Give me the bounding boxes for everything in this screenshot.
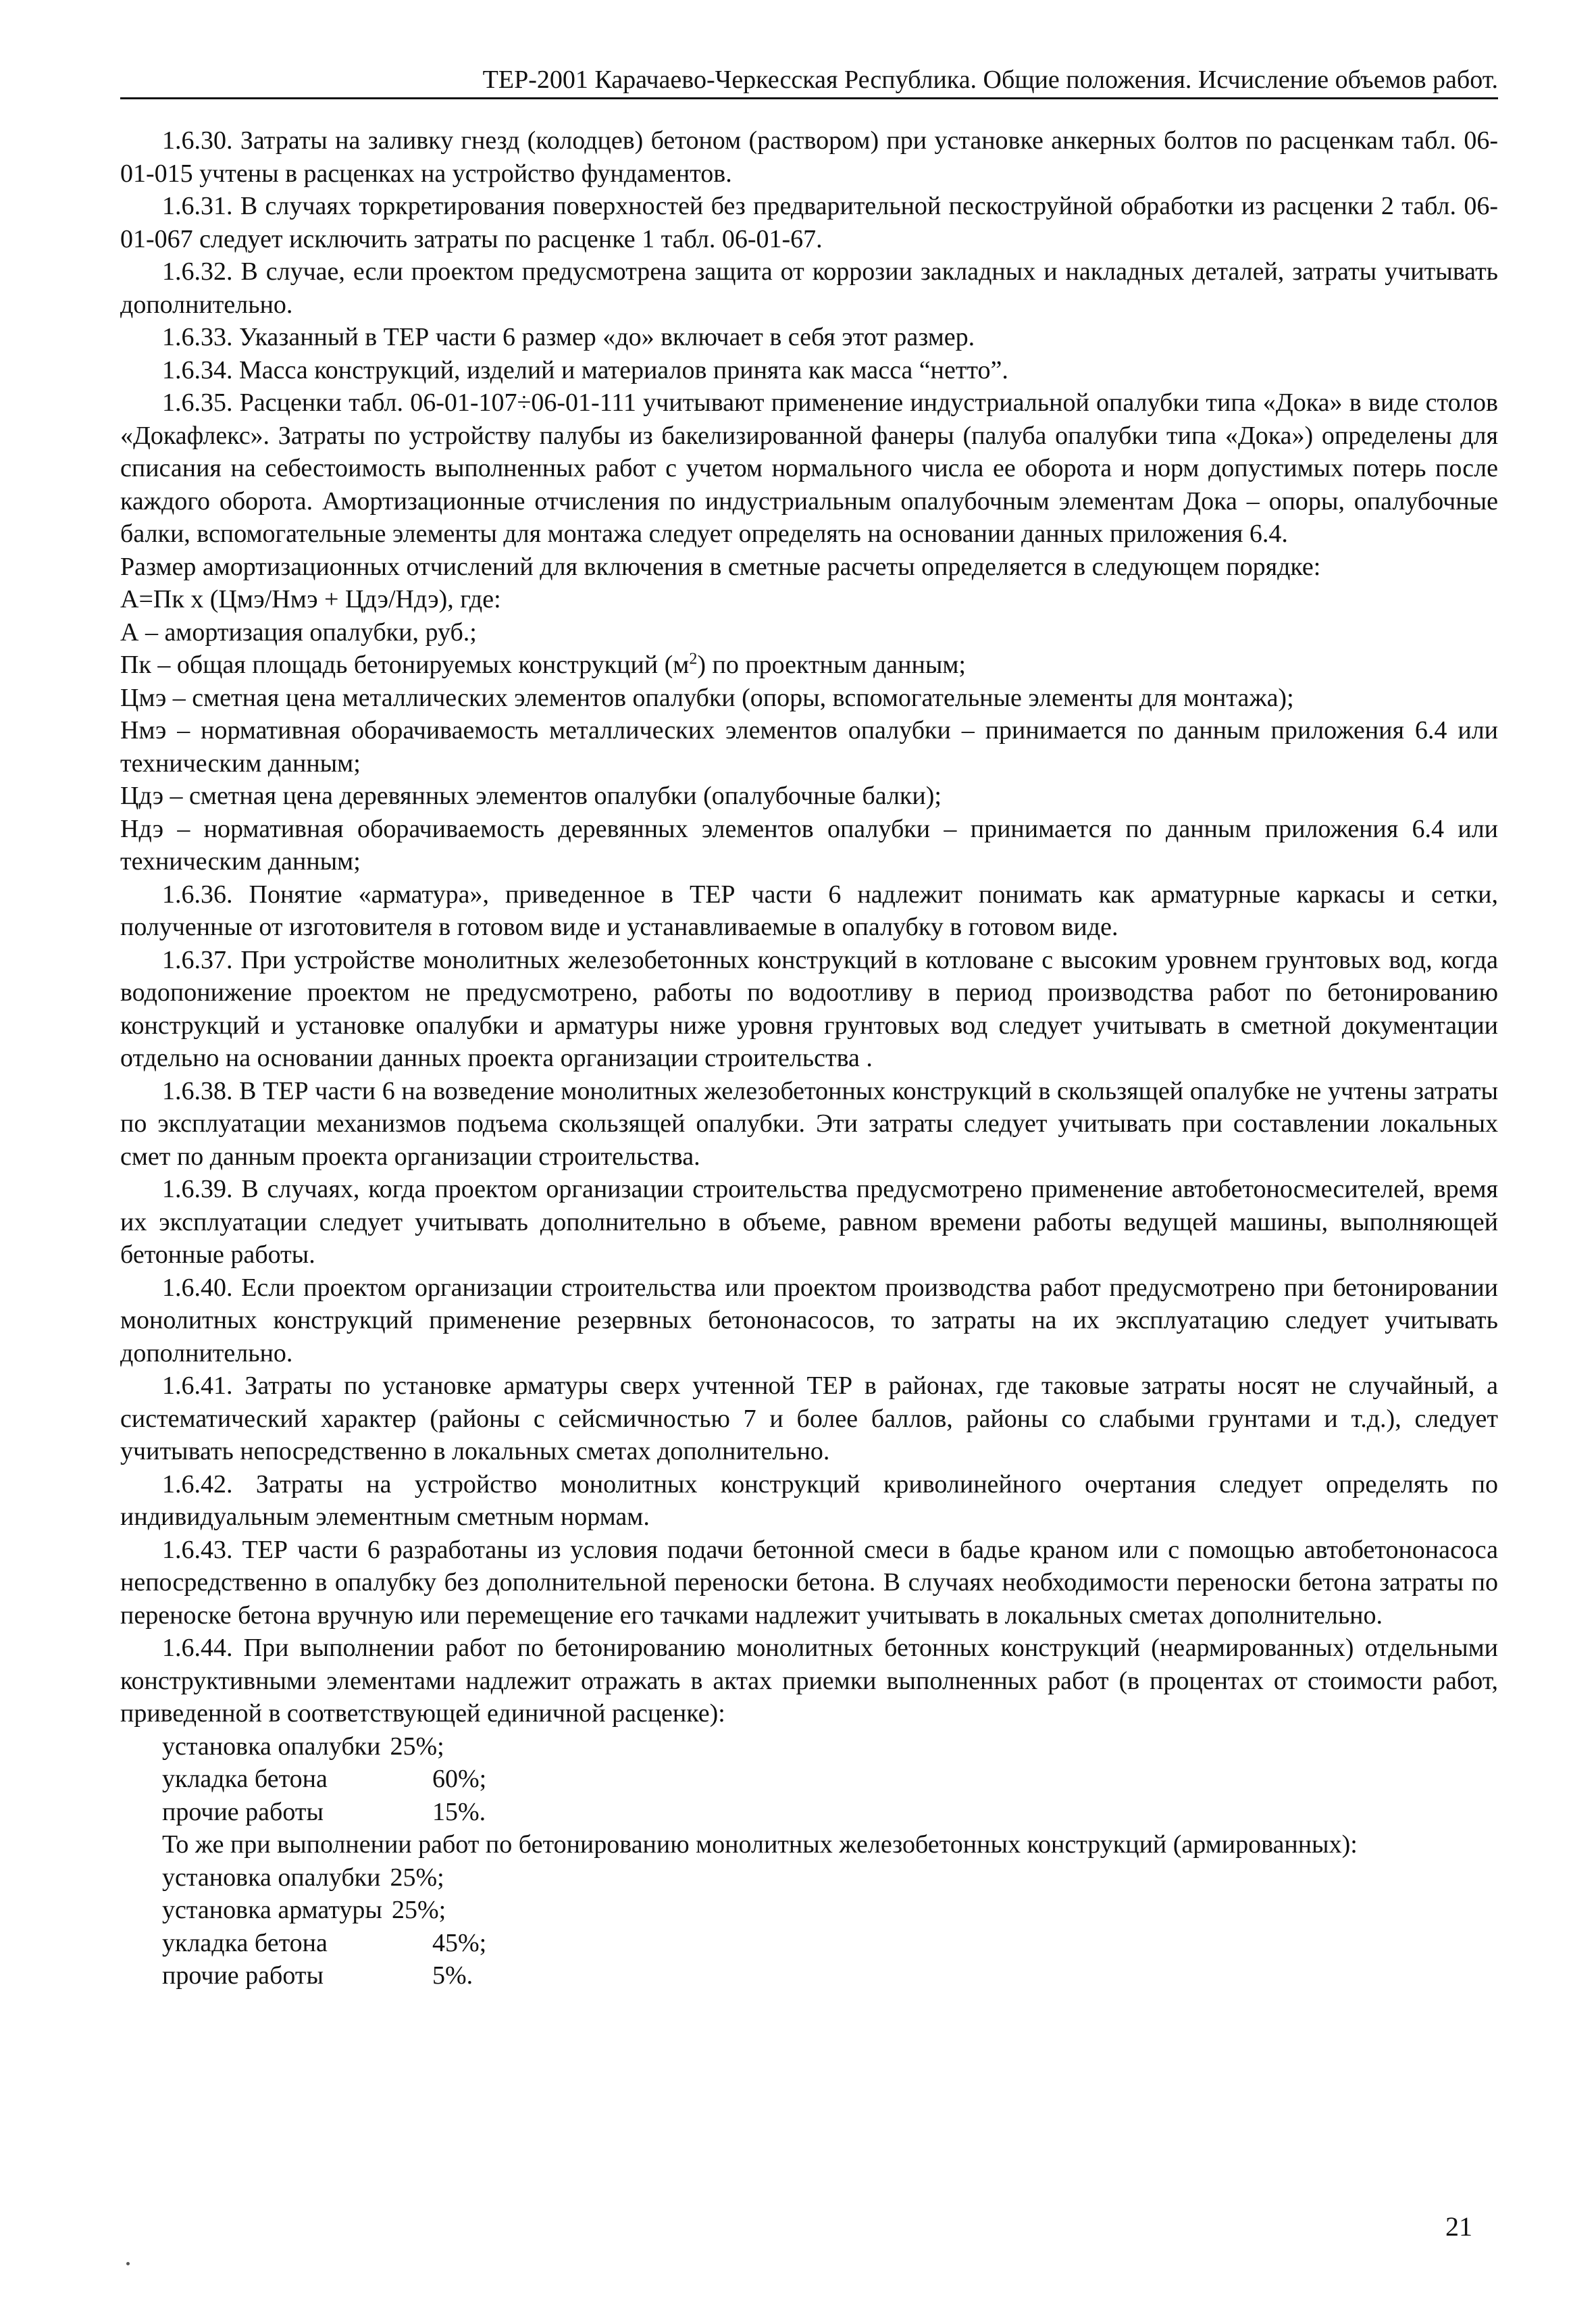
list-item-label: прочие работы: [162, 1797, 324, 1826]
unreinforced-work-list: [120, 1730, 1498, 1829]
definition-tsde: Цдэ – сметная цена деревянных элементов опалубки (опалубочные балки);: [120, 782, 942, 810]
list-item-percent: 45%;: [432, 1928, 487, 1957]
list-item: [120, 1861, 1498, 1894]
list-item-percent: 25%;: [390, 1863, 444, 1892]
definition-tsme: Цмэ – сметная цена металлических элементов опалубки (опоры, вспомогательные элементы для монтажа);: [120, 683, 1294, 712]
list-item: [120, 1730, 1498, 1763]
list-item-percent: 5%.: [432, 1961, 473, 1990]
paragraph-1-6-39: 1.6.39. В случаях, когда проектом организации строительства предусмотрено применение автобетоносмесителей, время их эксплуатации следует учитывать дополнительно в объеме, равном времени работы ведущей машины, выполняющей бетонные работы.: [120, 1175, 1498, 1269]
reinforced-work-list: [120, 1861, 1498, 1992]
list-item: [120, 1796, 1498, 1829]
list-item-label: установка опалубки: [162, 1863, 381, 1892]
definition-nde: Ндэ – нормативная оборачиваемость деревянных элементов опалубки – принимается по данным приложения 6.4 или техническим данным;: [120, 814, 1498, 876]
list-item: [120, 1763, 1498, 1796]
paragraph-1-6-35: 1.6.35. Расценки табл. 06-01-107÷06-01-111 учитывают применение индустриальной опалубки типа «Дока» в виде столов «Докафлекс». Затраты по устройству палубы из бакелизированной фанеры (палуба опалубки типа «Дока») определены для списания на себестоимость выполненных работ с учетом нормального числа ее оборота и норм допустимых потерь после каждого оборота. Амортизационные отчисления по индустриальным опалубочным элементам Дока – опоры, опалубочные балки, вспомогательные элементы для монтажа следует определять на основании данных приложения 6.4.: [120, 388, 1498, 548]
paragraph-1-6-37: 1.6.37. При устройстве монолитных железобетонных конструкций в котловане с высоким уровнем грунтовых вод, когда водопонижение проектом не предусмотрено, работы по водоотливу в период производства работ по бетонированию конструкций и установке опалубки и арматуры ниже уровня грунтовых вод следует учитывать в сметной документации отдельно на основании данных проекта организации строительства .: [120, 945, 1498, 1072]
running-header: ТЕР-2001 Карачаево-Черкесская Республика. Общие положения. Исчисление объемов работ.: [120, 65, 1498, 99]
list-item-percent: 15%.: [432, 1797, 486, 1826]
paragraph-1-6-31: 1.6.31. В случаях торкретирования поверхностей без предварительной пескоструйной обработки из расценки 2 табл. 06-01-067 следует исключить затраты по расценке 1 табл. 06-01-67.: [120, 192, 1498, 253]
paragraph-1-6-32: 1.6.32. В случае, если проектом предусмотрена защита от коррозии закладных и накладных деталей, затраты учитывать дополнительно.: [120, 257, 1498, 319]
list-item-label: прочие работы: [162, 1961, 324, 1990]
definition-pk-text: Пк – общая площадь бетонируемых конструкций (м: [120, 651, 690, 679]
superscript-2: 2: [689, 650, 698, 668]
definition-a: А – амортизация опалубки, руб.;: [120, 618, 477, 647]
scan-artifact: [126, 2262, 130, 2265]
reinforced-intro: То же при выполнении работ по бетонированию монолитных железобетонных конструкций (армированных):: [162, 1830, 1358, 1859]
paragraph-1-6-42: 1.6.42. Затраты на устройство монолитных конструкций криволинейного очертания следует определять по индивидуальным элементным сметным нормам.: [120, 1469, 1498, 1531]
amortization-formula: А=Пк х (Цмэ/Нмэ + Цдэ/Ндэ), где:: [120, 585, 501, 613]
page-number: 21: [1445, 2211, 1472, 2242]
paragraph-1-6-36: 1.6.36. Понятие «арматура», приведенное в ТЕР части 6 надлежит понимать как арматурные каркасы и сетки, полученные от изготовителя в готовом виде и устанавливаемые в опалубку в готовом виде.: [120, 880, 1498, 941]
amortization-intro: Размер амортизационных отчислений для включения в сметные расчеты определяется в следующем порядке:: [120, 552, 1321, 581]
list-item-label: укладка бетона: [162, 1765, 328, 1793]
list-item-percent: 25%;: [390, 1732, 444, 1761]
paragraph-1-6-38: 1.6.38. В ТЕР части 6 на возведение монолитных железобетонных конструкций в скользящей опалубке не учтены затраты по эксплуатации механизмов подъема скользящей опалубки. Эти затраты следует учитывать при составлении локальных смет по данным проекта организации строительства.: [120, 1076, 1498, 1171]
list-item-label: установка арматуры: [162, 1896, 382, 1924]
paragraph-1-6-34: 1.6.34. Масса конструкций, изделий и материалов принята как масса “нетто”.: [162, 355, 1008, 384]
list-item: [120, 1894, 1498, 1927]
paragraph-1-6-30: 1.6.30. Затраты на заливку гнезд (колодцев) бетоном (раствором) при установке анкерных болтов по расценкам табл. 06-01-015 учтены в расценках на устройство фундаментов.: [120, 126, 1498, 188]
definition-pk-text-end: ) по проектным данным;: [697, 651, 966, 679]
paragraph-1-6-41: 1.6.41. Затраты по установке арматуры сверх учтенной ТЕР в районах, где таковые затраты носят не случайный, а систематический характер (районы с сейсмичностью 7 и более баллов, районы со слабыми грунтами и т.д.), следует учитывать непосредственно в локальных сметах дополнительно.: [120, 1372, 1498, 1465]
list-item: [120, 1959, 1498, 1992]
list-item-label: установка опалубки: [162, 1732, 381, 1761]
list-item-percent: 60%;: [432, 1765, 487, 1793]
list-item-label: укладка бетона: [162, 1928, 328, 1957]
list-item-percent: 25%;: [391, 1896, 446, 1924]
paragraph-1-6-40: 1.6.40. Если проектом организации строительства или проектом производства работ предусмотрено при бетонировании монолитных конструкций применение резервных бетононасосов, то затраты на их эксплуатацию следует учитывать дополнительно.: [120, 1273, 1498, 1367]
paragraph-1-6-44: 1.6.44. При выполнении работ по бетонированию монолитных бетонных конструкций (неармированных) отдельными конструктивными элементами надлежит отражать в актах приемки выполненных работ (в процентах от стоимости работ, приведенной в соответствующей единичной расценке):: [120, 1634, 1498, 1728]
paragraph-1-6-43: 1.6.43. ТЕР части 6 разработаны из условия подачи бетонной смеси в бадье краном или с помощью автобетононасоса непосредственно в опалубку без дополнительной переноски бетона. В случаях необходимости переноски бетона затраты по переноске бетона вручную или перемещение его тачками надлежит учитывать в локальных сметах дополнительно.: [120, 1535, 1498, 1630]
definition-pk: [120, 649, 1498, 682]
document-body: [120, 124, 1498, 1992]
paragraph-1-6-33: 1.6.33. Указанный в ТЕР части 6 размер «до» включает в себя этот размер.: [162, 323, 975, 351]
definition-nme: Нмэ – нормативная оборачиваемость металлических элементов опалубки – принимается по данным приложения 6.4 или техническим данным;: [120, 716, 1498, 778]
list-item: [120, 1927, 1498, 1960]
